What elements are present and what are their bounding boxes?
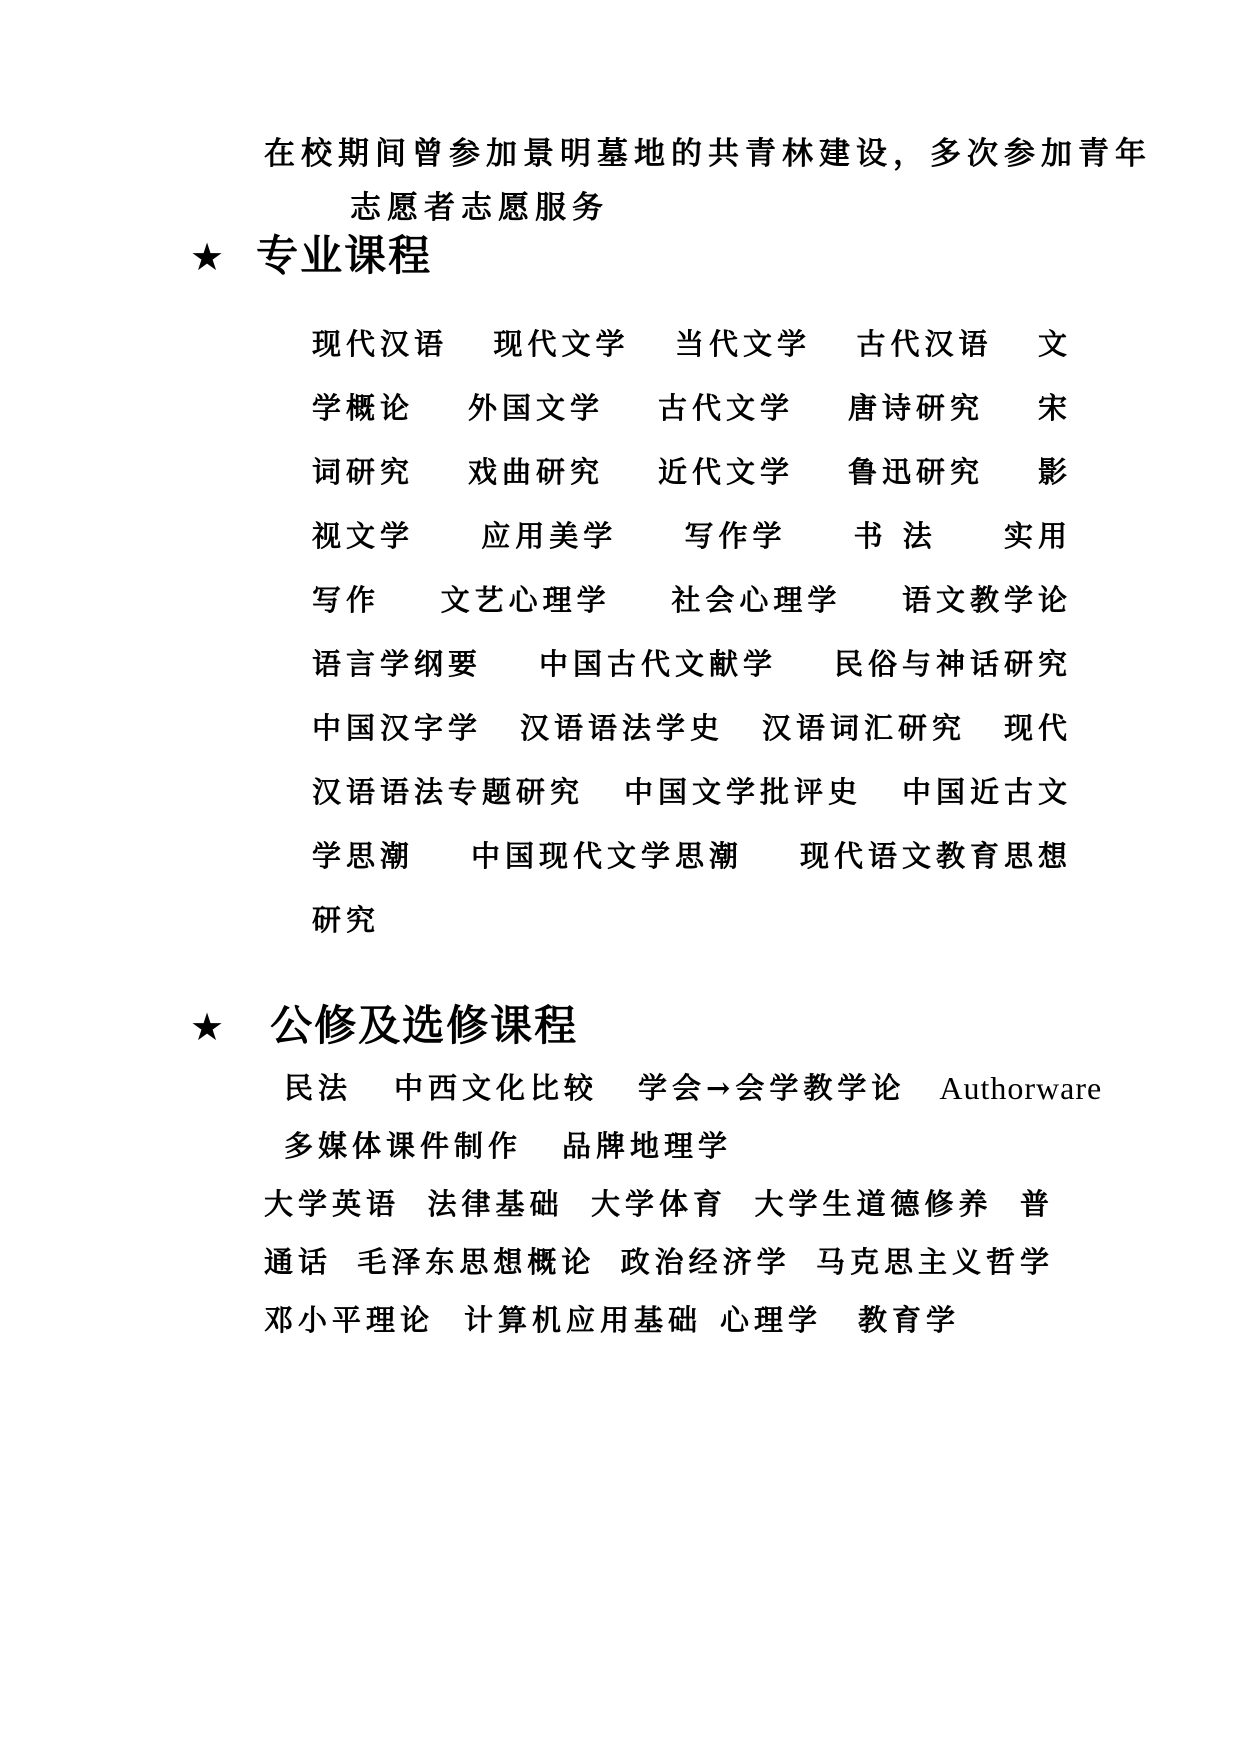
section-heading-public <box>190 1000 578 1053</box>
course-item: 中国汉字学 <box>312 711 483 745</box>
section-title-major: 专业课程 <box>256 231 433 280</box>
section-heading-major <box>190 230 432 283</box>
public-line-2 <box>264 1242 1054 1282</box>
course-item: 宋 <box>1037 391 1072 425</box>
course-item: 唐诗研究 <box>847 391 984 425</box>
course-item: 大学英语 <box>264 1187 401 1221</box>
course-item: 计算机应用基础 <box>464 1303 703 1337</box>
elective-line-2 <box>284 1126 732 1166</box>
public-line-3 <box>264 1300 960 1340</box>
course-item: 邓小平理论 <box>264 1303 435 1337</box>
major-course-line-8 <box>312 772 1072 812</box>
course-item: 心理学 <box>720 1303 823 1337</box>
major-course-line-6 <box>312 644 1072 684</box>
major-course-line-10 <box>312 900 380 940</box>
course-item: 学概论 <box>312 391 415 425</box>
course-item: Authorware <box>939 1070 1103 1106</box>
major-course-line-4 <box>312 516 1072 556</box>
course-item: 文 <box>1037 327 1072 361</box>
course-item: 法律基础 <box>427 1187 564 1221</box>
intro-line-2: 志愿者志愿服务 <box>350 190 609 226</box>
course-item: 语文教学论 <box>901 583 1072 617</box>
intro-line-1: 在校期间曾参加景明墓地的共青林建设，多次参加青年 <box>264 136 1152 172</box>
course-item: 文艺心理学 <box>440 583 611 617</box>
course-item: 研究 <box>312 903 381 937</box>
course-item: 近代文学 <box>657 455 794 489</box>
course-item: 民法 <box>284 1071 353 1105</box>
course-item: 视文学 <box>312 519 415 553</box>
course-item: 大学体育 <box>590 1187 727 1221</box>
course-item: 多媒体课件制作 <box>284 1129 523 1163</box>
course-item: 外国文学 <box>467 391 604 425</box>
course-item: 汉语词汇研究 <box>761 711 966 745</box>
major-course-line-9 <box>312 836 1072 876</box>
course-item: 现代 <box>1003 711 1072 745</box>
major-course-line-3 <box>312 452 1072 492</box>
course-item: 应用美学 <box>481 519 618 553</box>
course-item: 汉语语法专题研究 <box>312 775 585 809</box>
course-item: 现代文学 <box>493 327 630 361</box>
course-item: 民俗与神话研究 <box>833 647 1072 681</box>
course-item: 大学生道德修养 <box>754 1187 993 1221</box>
course-item: 中西文化比较 <box>394 1071 599 1105</box>
course-item: 实用 <box>1003 519 1072 553</box>
major-course-line-1 <box>312 324 1072 364</box>
course-item: 书 法 <box>853 519 937 553</box>
course-item: 语言学纲要 <box>312 647 483 681</box>
course-item: 马克思主义哲学 <box>815 1245 1054 1279</box>
course-item: 影 <box>1037 455 1072 489</box>
public-line-1 <box>264 1184 1054 1224</box>
course-item: 学会→会学教学论 <box>638 1071 906 1105</box>
course-item: 中国文学批评史 <box>623 775 862 809</box>
course-item: 现代汉语 <box>312 327 449 361</box>
course-item: 古代汉语 <box>856 327 993 361</box>
section-title-public: 公修及选修课程 <box>270 1001 579 1050</box>
course-item: 教育学 <box>858 1303 961 1337</box>
elective-line-1 <box>284 1068 1102 1108</box>
star-icon: ★ <box>190 1005 227 1049</box>
course-item: 毛泽东思想概论 <box>357 1245 596 1279</box>
course-item: 戏曲研究 <box>467 455 604 489</box>
star-icon: ★ <box>190 235 227 279</box>
course-item: 鲁迅研究 <box>847 455 984 489</box>
course-item: 通话 <box>264 1245 333 1279</box>
course-item: 中国现代文学思潮 <box>470 839 743 873</box>
major-course-line-2 <box>312 388 1072 428</box>
course-item: 汉语语法学史 <box>519 711 724 745</box>
course-item: 古代文学 <box>657 391 794 425</box>
course-item: 政治经济学 <box>620 1245 791 1279</box>
major-course-line-7 <box>312 708 1072 748</box>
course-item: 现代语文教育思想 <box>799 839 1072 873</box>
course-item: 写作学 <box>684 519 787 553</box>
course-item: 写作 <box>312 583 381 617</box>
course-item: 词研究 <box>312 455 415 489</box>
course-item: 当代文学 <box>674 327 811 361</box>
course-item: 社会心理学 <box>671 583 842 617</box>
course-item: 学思潮 <box>312 839 415 873</box>
course-item: 普 <box>1019 1187 1054 1221</box>
course-item: 品牌地理学 <box>562 1129 733 1163</box>
major-course-line-5 <box>312 580 1072 620</box>
course-item: 中国古代文献学 <box>538 647 777 681</box>
course-item: 中国近古文 <box>901 775 1072 809</box>
